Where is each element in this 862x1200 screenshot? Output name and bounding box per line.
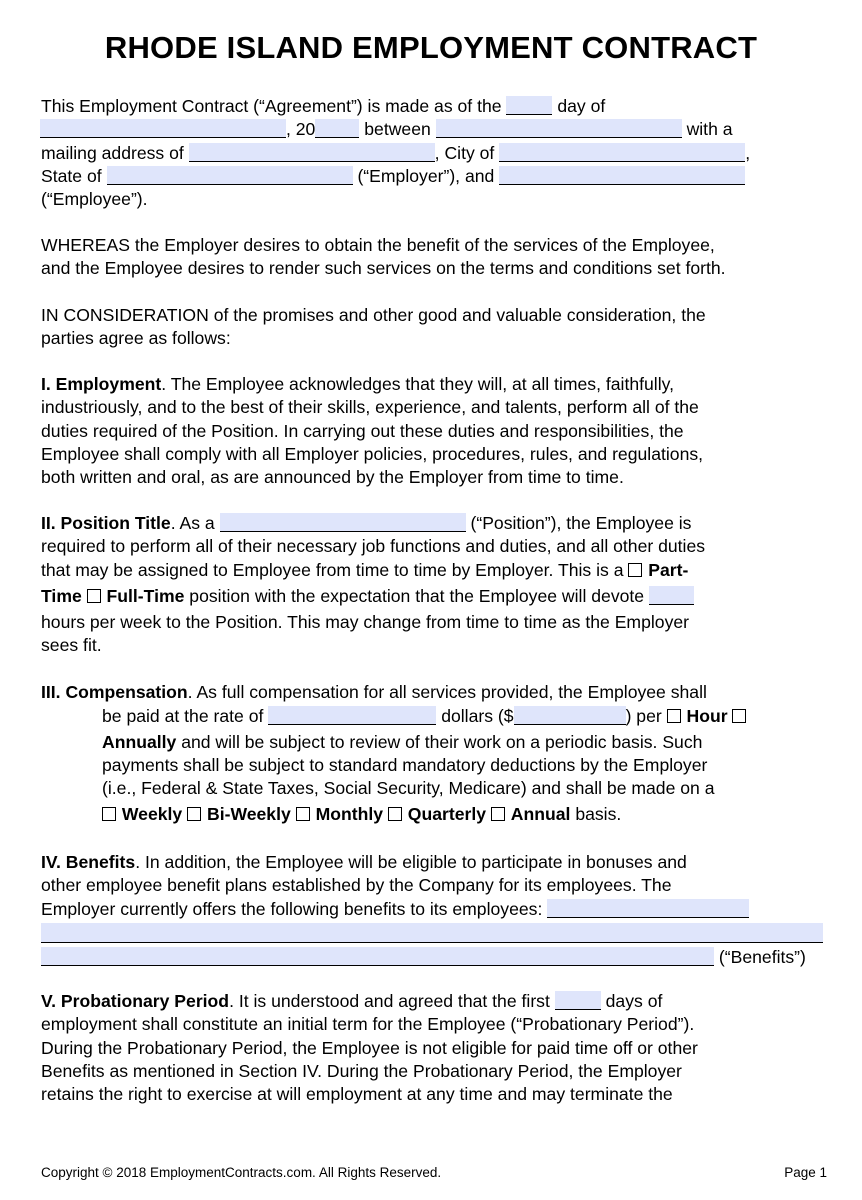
section-heading: II. Position Title bbox=[41, 513, 171, 533]
paragraph-text: ) per bbox=[625, 706, 662, 726]
paragraph-line: (i.e., Federal & State Taxes, Social Security, Medicare) and shall be made on a bbox=[102, 778, 715, 799]
section-probation bbox=[41, 990, 831, 1106]
paragraph-line: and the Employee desires to render such services on the terms and conditions set forth. bbox=[41, 258, 726, 279]
paragraph-line: duties required of the Position. In carrying out these duties and responsibilities, the bbox=[41, 420, 684, 441]
position-title-field[interactable] bbox=[220, 513, 466, 532]
part-time-label: Time bbox=[41, 585, 82, 606]
benefits-field-1[interactable] bbox=[547, 899, 749, 918]
intro-text: State of bbox=[41, 165, 102, 186]
paragraph-text: . As full compensation for all services provided, the Employee shall bbox=[187, 682, 707, 702]
rate-words-field[interactable] bbox=[268, 706, 436, 725]
hour-checkbox[interactable] bbox=[667, 709, 681, 723]
annual-checkbox[interactable] bbox=[491, 807, 505, 821]
paragraph-line: both written and oral, as are announced by the Employer from time to time. bbox=[41, 467, 624, 488]
paragraph-text: basis. bbox=[575, 803, 622, 824]
section-heading: V. Probationary Period bbox=[41, 991, 230, 1011]
intro-text: with a bbox=[686, 119, 733, 140]
intro-paragraph bbox=[41, 95, 831, 211]
part-time-checkbox[interactable] bbox=[628, 563, 642, 577]
consideration-paragraph bbox=[41, 304, 831, 351]
rate-amount-field[interactable] bbox=[514, 706, 626, 725]
intro-text: (“Employee”). bbox=[41, 189, 148, 210]
paragraph-line: During the Probationary Period, the Employee is not eligible for paid time off or other bbox=[41, 1037, 698, 1058]
month-field[interactable] bbox=[40, 119, 286, 138]
document-title: RHODE ISLAND EMPLOYMENT CONTRACT bbox=[104, 30, 758, 65]
paragraph-line: required to perform all of their necessary job functions and duties, and all other duties bbox=[41, 536, 706, 557]
intro-text: This Employment Contract (“Agreement”) is made as of the bbox=[41, 96, 502, 116]
paragraph-line: other employee benefit plans established by the Company for its employees. The bbox=[41, 875, 672, 896]
paragraph-line: Benefits as mentioned in Section IV. During the Probationary Period, the Employer bbox=[41, 1060, 682, 1081]
full-time-checkbox[interactable] bbox=[87, 589, 101, 603]
section-compensation bbox=[41, 681, 831, 828]
paragraph-line: WHEREAS the Employer desires to obtain the benefit of the services of the Employee, bbox=[41, 235, 715, 255]
probation-days-field[interactable] bbox=[555, 991, 601, 1010]
paragraph-line: industriously, and to the best of their skills, experience, and talents, perform all of the bbox=[41, 397, 699, 418]
benefits-field-2[interactable] bbox=[41, 923, 823, 943]
paragraph-text: . As a bbox=[170, 513, 215, 533]
intro-text: , 20 bbox=[286, 119, 316, 140]
intro-text: mailing address of bbox=[41, 142, 184, 163]
monthly-checkbox[interactable] bbox=[296, 807, 310, 821]
full-time-label: Full-Time bbox=[106, 585, 185, 606]
paragraph-line: Employee shall comply with all Employer policies, procedures, rules, and regulations, bbox=[41, 443, 704, 464]
paragraph-text: dollars ($ bbox=[441, 706, 514, 726]
weekly-label: Weekly bbox=[121, 803, 183, 824]
paragraph-text: . The Employee acknowledges that they will, at all times, faithfully, bbox=[161, 374, 674, 394]
intro-text: between bbox=[364, 119, 431, 140]
employer-name-field[interactable] bbox=[436, 119, 682, 138]
paragraph-text: position with the expectation that the Employee will devote bbox=[189, 585, 645, 606]
year-field[interactable] bbox=[315, 119, 359, 138]
paragraph-text: Employer currently offers the following benefits to its employees: bbox=[41, 898, 543, 919]
annual-label: Annual bbox=[510, 803, 571, 824]
paragraph-text: days of bbox=[605, 991, 663, 1011]
section-employment bbox=[41, 373, 831, 489]
paragraph-line: employment shall constitute an initial term for the Employee (“Probationary Period”). bbox=[41, 1014, 695, 1035]
paragraph-text: that may be assigned to Employee from time to time by Employer. This is a bbox=[41, 559, 624, 580]
whereas-paragraph bbox=[41, 234, 831, 281]
monthly-label: Monthly bbox=[315, 803, 383, 824]
paragraph-line: retains the right to exercise at will employment at any time and may terminate the bbox=[41, 1084, 673, 1105]
weekly-checkbox[interactable] bbox=[102, 807, 116, 821]
paragraph-text: (“Benefits”) bbox=[718, 947, 806, 968]
quarterly-checkbox[interactable] bbox=[388, 807, 402, 821]
employer-state-field[interactable] bbox=[107, 166, 353, 185]
biweekly-label: Bi-Weekly bbox=[207, 803, 291, 824]
biweekly-checkbox[interactable] bbox=[187, 807, 201, 821]
paragraph-text: be paid at the rate of bbox=[102, 706, 264, 726]
part-time-label: Part- bbox=[648, 559, 689, 580]
paragraph-line: parties agree as follows: bbox=[41, 328, 231, 349]
quarterly-label: Quarterly bbox=[407, 803, 487, 824]
annually-label: Annually bbox=[102, 731, 177, 752]
employer-city-field[interactable] bbox=[499, 143, 745, 162]
paragraph-line: IN CONSIDERATION of the promises and other good and valuable consideration, the bbox=[41, 305, 706, 325]
hours-field[interactable] bbox=[649, 586, 694, 605]
intro-text: , bbox=[745, 142, 751, 163]
annually-checkbox[interactable] bbox=[732, 709, 746, 723]
employer-address-field[interactable] bbox=[189, 143, 435, 162]
section-heading: I. Employment bbox=[41, 374, 162, 394]
footer-copyright: Copyright © 2018 EmploymentContracts.com. All Rights Reserved. bbox=[41, 1165, 442, 1180]
day-field[interactable] bbox=[506, 96, 552, 115]
benefits-field-3[interactable] bbox=[41, 947, 714, 966]
paragraph-line: payments shall be subject to standard mandatory deductions by the Employer bbox=[102, 754, 708, 775]
paragraph-text: and will be subject to review of their work on a periodic basis. Such bbox=[181, 731, 703, 752]
employee-name-field[interactable] bbox=[499, 166, 745, 185]
section-heading: III. Compensation bbox=[41, 682, 188, 702]
footer-page-number: Page 1 bbox=[784, 1165, 827, 1180]
section-position bbox=[41, 512, 831, 657]
paragraph-line: sees fit. bbox=[41, 634, 102, 655]
paragraph-text: . In addition, the Employee will be eligible to participate in bonuses and bbox=[135, 852, 687, 872]
paragraph-line: hours per week to the Position. This may change from time to time as the Employer bbox=[41, 611, 690, 632]
paragraph-text: (“Position”), the Employee is bbox=[470, 513, 692, 533]
intro-text: (“Employer”), and bbox=[357, 165, 495, 186]
hour-label: Hour bbox=[686, 706, 728, 726]
intro-text: day of bbox=[557, 96, 606, 116]
section-heading: IV. Benefits bbox=[41, 852, 136, 872]
intro-text: , City of bbox=[434, 142, 495, 163]
paragraph-text: . It is understood and agreed that the first bbox=[229, 991, 550, 1011]
section-benefits bbox=[41, 851, 831, 969]
